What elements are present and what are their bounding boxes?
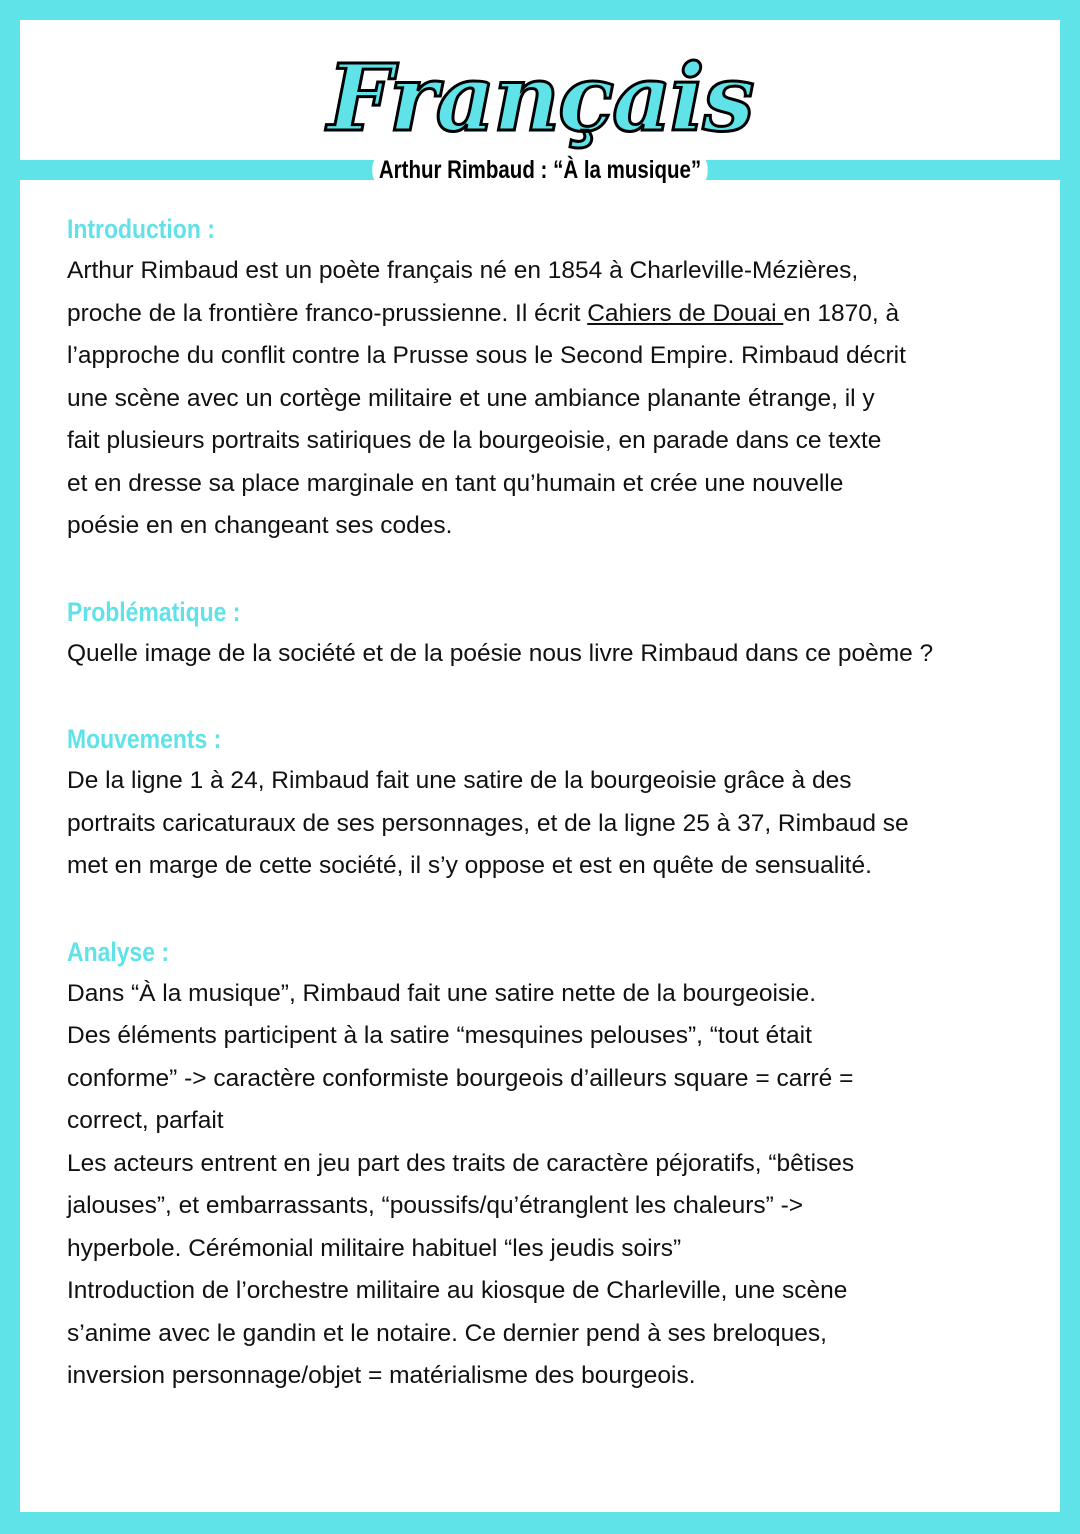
text-span: en 1870, à xyxy=(783,299,900,327)
page xyxy=(20,20,1060,1512)
text-line: conforme” -> caractère conformiste bourgeois d’ailleurs square = carré = xyxy=(67,1064,854,1092)
document-body xyxy=(67,208,1047,1398)
section-heading: Introduction : xyxy=(67,214,215,244)
section-analyse xyxy=(67,931,1047,1398)
text-line: Quelle image de la société et de la poésie nous livre Rimbaud dans ce poème ? xyxy=(67,639,934,667)
section-problematique xyxy=(67,591,1047,676)
text-line: Les acteurs entrent en jeu part des traits de caractère péjoratifs, “bêtises xyxy=(67,1149,855,1177)
text-line xyxy=(67,293,1047,336)
document-subtitle: Arthur Rimbaud : “À la musique” xyxy=(372,154,707,186)
text-line: Des éléments participent à la satire “mesquines pelouses”, “tout était xyxy=(67,1022,812,1049)
text-line: une scène avec un cortège militaire et une ambiance planante étrange, il y xyxy=(67,384,875,412)
text-line: s’anime avec le gandin et le notaire. Ce dernier pend à ses breloques, xyxy=(67,1319,827,1347)
text-line: l’approche du conflit contre la Prusse sous le Second Empire. Rimbaud décrit xyxy=(67,342,906,369)
subject-title-logo: Français xyxy=(327,44,753,152)
text-line: poésie en en changeant ses codes. xyxy=(67,512,453,539)
section-heading: Problématique : xyxy=(67,596,241,627)
text-line: portraits caricaturaux de ses personnages, et de la ligne 25 à 37, Rimbaud se xyxy=(67,809,909,837)
text-line: Introduction de l’orchestre militaire au kiosque de Charleville, une scène xyxy=(67,1277,848,1304)
text-line: fait plusieurs portraits satiriques de la bourgeoisie, en parade dans ce texte xyxy=(67,427,882,454)
section-mouvements xyxy=(67,718,1047,888)
section-introduction xyxy=(67,208,1047,548)
text-line: Dans “À la musique”, Rimbaud fait une satire nette de la bourgeoisie. xyxy=(67,979,817,1007)
section-heading: Mouvements : xyxy=(67,724,222,754)
text-line: correct, parfait xyxy=(67,1107,224,1134)
text-line: hyperbole. Cérémonial militaire habituel “les jeudis soirs” xyxy=(67,1234,682,1262)
text-line: De la ligne 1 à 24, Rimbaud fait une satire de la bourgeoisie grâce à des xyxy=(67,767,852,794)
text-line: Arthur Rimbaud est un poète français né en 1854 à Charleville-Mézières, xyxy=(67,257,859,284)
section-heading: Analyse : xyxy=(67,936,170,967)
work-title: Cahiers de Douai xyxy=(587,299,784,327)
text-span: proche de la frontière franco-prussienne. Il écrit xyxy=(67,299,588,327)
text-line: met en marge de cette société, il s’y oppose et est en quête de sensualité. xyxy=(67,852,872,879)
text-line: et en dresse sa place marginale en tant qu’humain et crée une nouvelle xyxy=(67,469,844,497)
text-line: inversion personnage/objet = matérialisme des bourgeois. xyxy=(67,1362,696,1389)
text-line: jalouses”, et embarrassants, “poussifs/qu’étranglent les chaleurs” -> xyxy=(67,1192,804,1219)
